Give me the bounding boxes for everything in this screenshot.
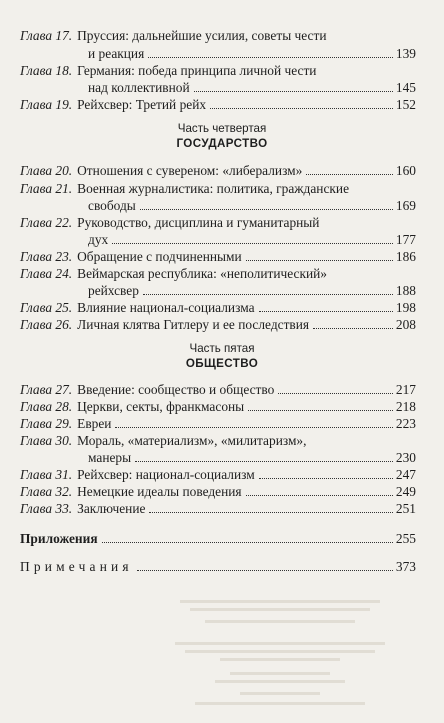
page-number: 251 (395, 501, 416, 516)
toc-entry-27 (20, 381, 416, 399)
chapter-label: Глава 28. (20, 399, 73, 414)
chapter-title: Пруссия: дальнейшие усилия, советы чести (77, 28, 327, 43)
chapter-label: Глава 18. (20, 63, 73, 78)
leader-dots (148, 56, 393, 58)
toc-entry-29 (20, 415, 416, 433)
bleed-through-texture (160, 598, 400, 708)
chapter-label: Глава 31. (20, 467, 73, 482)
leader-dots (149, 511, 392, 513)
page-number: 255 (395, 531, 416, 546)
chapter-label: Глава 29. (20, 416, 73, 431)
chapter-title: Евреи (77, 416, 112, 431)
chapter-title-cont: над коллективной (88, 80, 190, 95)
chapter-label: Глава 19. (20, 97, 73, 112)
page-number: 373 (395, 559, 416, 574)
part-four-label: Часть четвертая (177, 122, 267, 135)
toc-entry-28 (20, 398, 416, 416)
leader-dots (210, 107, 393, 109)
toc-entry-30 (20, 432, 416, 450)
toc-entry-18-cont (20, 79, 416, 97)
toc-entry-17-cont (20, 45, 416, 63)
chapter-label: Глава 24. (20, 266, 73, 281)
chapter-title: Рейхсвер: национал-социализм (77, 467, 255, 482)
toc-entry-21 (20, 180, 416, 198)
leader-dots (135, 460, 393, 462)
leader-dots (140, 208, 393, 210)
toc-entry-22-cont (20, 231, 416, 249)
toc-entry-20 (20, 162, 416, 180)
page-number: 152 (395, 97, 416, 112)
chapter-title: Введение: сообщество и общество (77, 382, 275, 397)
chapter-title-cont: свободы (88, 198, 136, 213)
toc-entry-26 (20, 316, 416, 334)
leader-dots (102, 541, 393, 543)
page-number: 223 (395, 416, 416, 431)
page-number: 249 (395, 484, 416, 499)
chapter-title-cont: манеры (88, 450, 132, 465)
chapter-title: Военная журналистика: политика, гражданские (77, 181, 350, 196)
chapter-label: Глава 25. (20, 300, 73, 315)
part-four-title: ГОСУДАРСТВО (176, 137, 268, 150)
chapter-title: Обращение с подчиненными (77, 249, 242, 264)
chapter-title: Рейхсвер: Третий рейх (77, 97, 207, 112)
chapter-label: Глава 20. (20, 163, 73, 178)
bleed-through-lines (160, 598, 400, 708)
toc-entry-24-cont (20, 282, 416, 300)
chapter-title-cont: дух (88, 232, 109, 247)
toc-entry-appendix (20, 530, 416, 548)
chapter-title: Немецкие идеалы поведения (77, 484, 242, 499)
chapter-label: Глава 22. (20, 215, 73, 230)
chapter-title-cont: рейхсвер (88, 283, 139, 298)
leader-dots (278, 392, 393, 394)
leader-dots (112, 242, 393, 244)
chapter-title: Церкви, секты, франкмасоны (77, 399, 245, 414)
chapter-title: Руководство, дисциплина и гуманитарный (77, 215, 320, 230)
leader-dots (259, 477, 393, 479)
toc-entry-23 (20, 248, 416, 266)
chapter-label: Глава 21. (20, 181, 73, 196)
toc-entry-33 (20, 500, 416, 518)
chapter-title-cont: и реакция (88, 46, 145, 61)
toc-entry-24 (20, 265, 416, 283)
page-number: 208 (395, 317, 416, 332)
leader-dots (306, 173, 393, 175)
page-number: 186 (395, 249, 416, 264)
toc-entry-19 (20, 96, 416, 114)
leader-dots (246, 259, 393, 261)
page-number: 247 (395, 467, 416, 482)
leader-dots (143, 293, 393, 295)
page-number: 230 (395, 450, 416, 465)
chapter-label: Глава 32. (20, 484, 73, 499)
toc-entry-17 (20, 27, 416, 45)
appendix-title: Приложения (20, 531, 98, 546)
chapter-title: Мораль, «материализм», «милитаризм», (77, 433, 307, 448)
toc-entry-25 (20, 299, 416, 317)
page-number: 218 (395, 399, 416, 414)
part-five-label: Часть пятая (189, 342, 255, 355)
toc-entry-31 (20, 466, 416, 484)
page-number: 188 (395, 283, 416, 298)
leader-dots (115, 426, 392, 428)
page-number: 169 (395, 198, 416, 213)
toc-entry-32 (20, 483, 416, 501)
page-number: 198 (395, 300, 416, 315)
leader-dots (137, 569, 393, 571)
chapter-label: Глава 26. (20, 317, 73, 332)
chapter-title: Веймарская республика: «неполитический» (77, 266, 327, 281)
chapter-title: Германия: победа принципа личной чести (77, 63, 317, 78)
leader-dots (248, 409, 393, 411)
chapter-title: Влияние национал-социализма (77, 300, 255, 315)
page-number: 177 (395, 232, 416, 247)
chapter-label: Глава 23. (20, 249, 73, 264)
chapter-label: Глава 33. (20, 501, 73, 516)
toc-entry-18 (20, 62, 416, 80)
chapter-label: Глава 27. (20, 382, 73, 397)
chapter-label: Глава 17. (20, 28, 73, 43)
chapter-label: Глава 30. (20, 433, 73, 448)
toc-entry-notes (20, 558, 416, 576)
toc-entry-30-cont (20, 449, 416, 467)
chapter-title: Заключение (77, 501, 146, 516)
leader-dots (194, 90, 393, 92)
toc-entry-21-cont (20, 197, 416, 215)
page-number: 145 (395, 80, 416, 95)
page-number: 160 (395, 163, 416, 178)
page-number: 217 (395, 382, 416, 397)
chapter-title: Отношения с сувереном: «либерализм» (77, 163, 303, 178)
notes-title: Примечания (20, 559, 133, 574)
part-five-title: ОБЩЕСТВО (185, 357, 259, 370)
leader-dots (259, 310, 393, 312)
page-number: 139 (395, 46, 416, 61)
chapter-title: Личная клятва Гитлеру и ее последствия (77, 317, 310, 332)
leader-dots (246, 494, 393, 496)
toc-entry-22 (20, 214, 416, 232)
leader-dots (313, 327, 393, 329)
